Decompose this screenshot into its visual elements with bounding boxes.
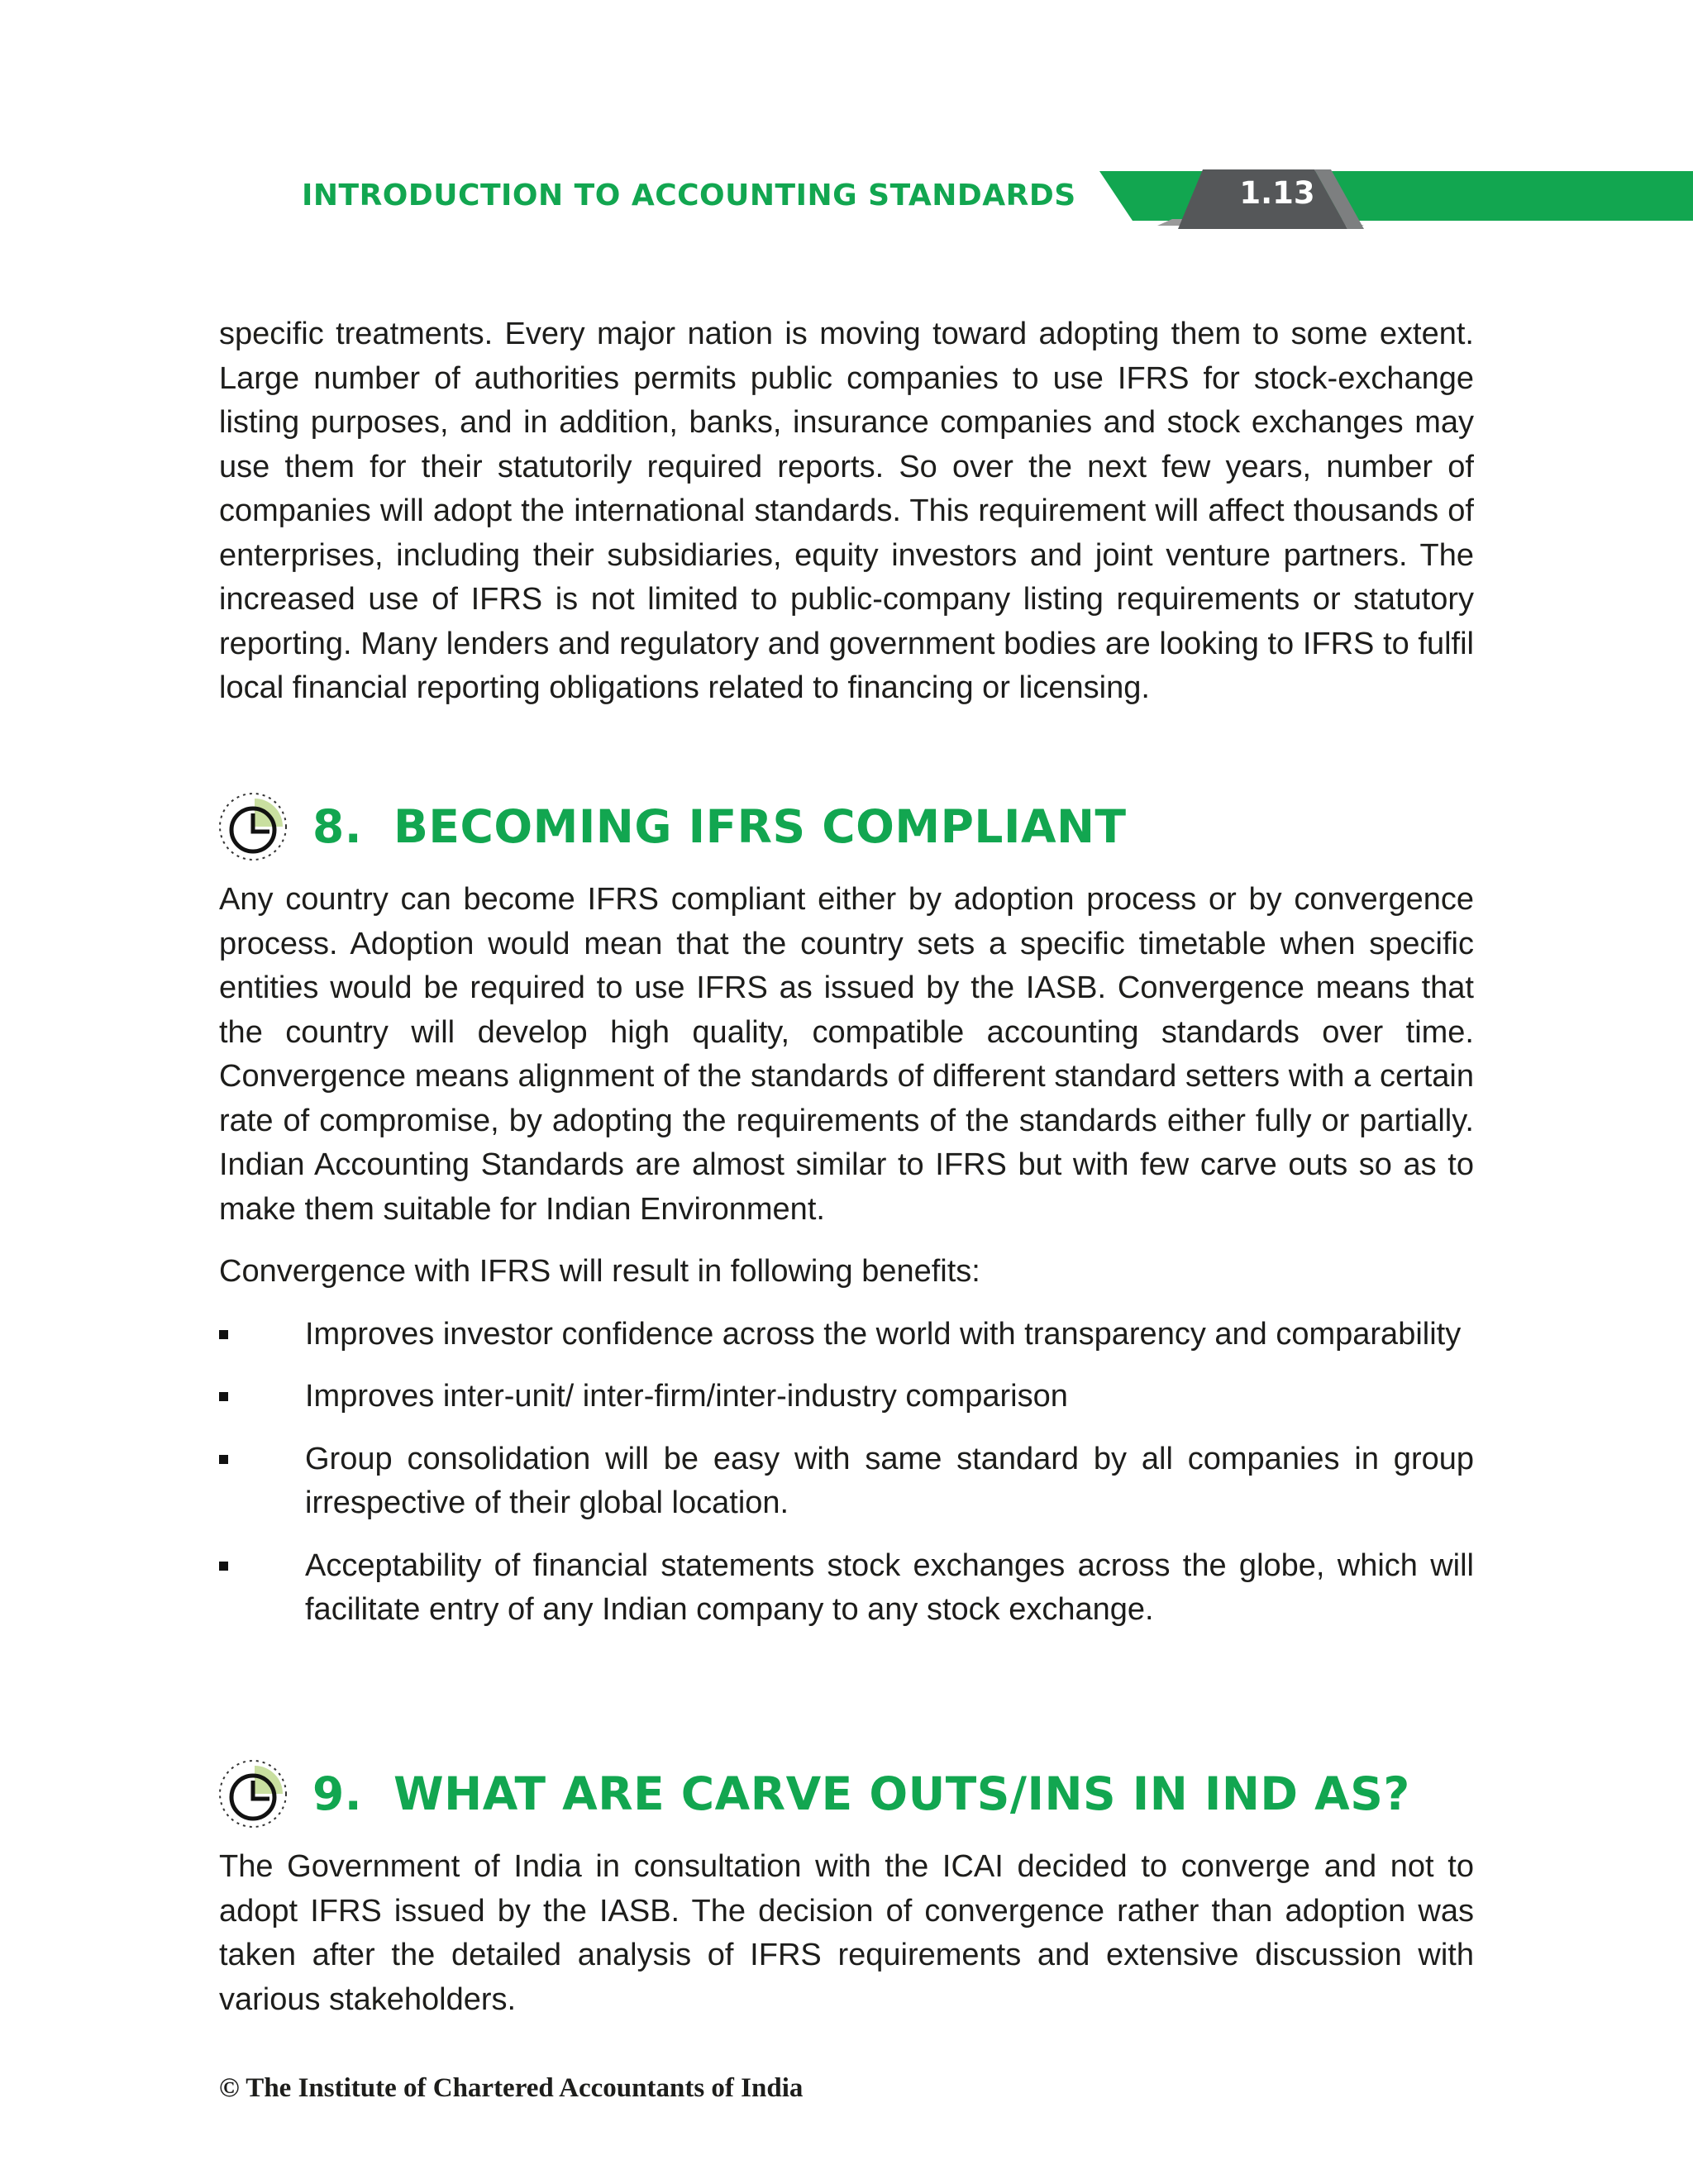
- intro-paragraph: specific treatments. Every major nation is moving toward adopting them to some extent. Large number of authorities permits public companies to use IFRS for stock-exchange listing purposes, and in addition, banks, insurance companies and stock exchanges may use them for their statutorily required reports. So over the next few years, number of companies will adopt the international standards. This requirement will affect thousands of enterprises, including their subsidiaries, equity investors and joint venture partners. The increased use of IFRS is not limited to public-company listing requirements or statutory reporting. Many lenders and regulatory and government bodies are looking to IFRS to fulfil local financial reporting obligations related to financing or licensing.: [219, 317, 1474, 705]
- list-item-text: Improves investor confidence across the world with transparency and comparability: [305, 1316, 1462, 1352]
- bullet-icon: [219, 1330, 228, 1339]
- running-header-title: INTRODUCTION TO ACCOUNTING STANDARDS: [302, 179, 1076, 212]
- list-item: [219, 1544, 1474, 1633]
- bullet-icon: [219, 1562, 228, 1571]
- list-item-text: Group consolidation will be easy with same standard by all companies in group irrespective of their global location.: [305, 1441, 1474, 1520]
- bullet-icon: [219, 1455, 228, 1464]
- list-item: [219, 1438, 1474, 1526]
- bullet-icon: [219, 1392, 228, 1401]
- section-9-body: [219, 1845, 1474, 2022]
- list-item-text: Improves inter-unit/ inter-firm/inter-industry comparison: [305, 1379, 1068, 1414]
- intro-block: [219, 312, 1474, 711]
- section-9-title: WHAT ARE CARVE OUTS/INS IN IND AS?: [393, 1767, 1410, 1820]
- benefits-intro: Convergence with IFRS will result in following benefits:: [219, 1254, 980, 1289]
- page-number-tab: [1099, 169, 1693, 229]
- section-9-paragraph: The Government of India in consultation with the ICAI decided to converge and not to adopt IFRS issued by the IASB. The decision of convergence rather than adoption was taken after the detailed analysis of IFRS requirements and extensive discussion with various stakeholders.: [219, 1849, 1474, 2017]
- list-item: [219, 1313, 1474, 1357]
- page-number: 1.13: [1239, 175, 1315, 211]
- pie-chart-icon: [217, 1757, 289, 1830]
- section-8-paragraph: Any country can become IFRS compliant either by adoption process or by convergence process. Adoption would mean that the country sets a specific timetable when specific entities would be required to use IFRS as issued by the IASB. Convergence means that the country will develop high quality, compatible accounting standards over time. Convergence means alignment of the standards of different standard setters with a certain rate of compromise, by adopting the requirements of the standards either fully or partially. Indian Accounting Standards are almost similar to IFRS but with few carve outs so as to make them suitable for Indian Environment.: [219, 882, 1474, 1227]
- section-8-title: BECOMING IFRS COMPLIANT: [393, 800, 1127, 853]
- list-item: [219, 1375, 1474, 1419]
- section-9-number: 9.: [312, 1767, 363, 1820]
- section-9-heading: [217, 1757, 1410, 1830]
- pie-chart-icon: [217, 790, 289, 863]
- section-8-body: [219, 878, 1474, 1651]
- benefits-list: [219, 1313, 1474, 1633]
- list-item-text: Acceptability of financial statements stock exchanges across the globe, which will facilitate entry of any Indian company to any stock exchange.: [305, 1547, 1474, 1627]
- footer-copyright: © The Institute of Chartered Accountants of India: [219, 2073, 804, 2103]
- section-8-heading: [217, 790, 1127, 863]
- section-8-number: 8.: [312, 800, 363, 853]
